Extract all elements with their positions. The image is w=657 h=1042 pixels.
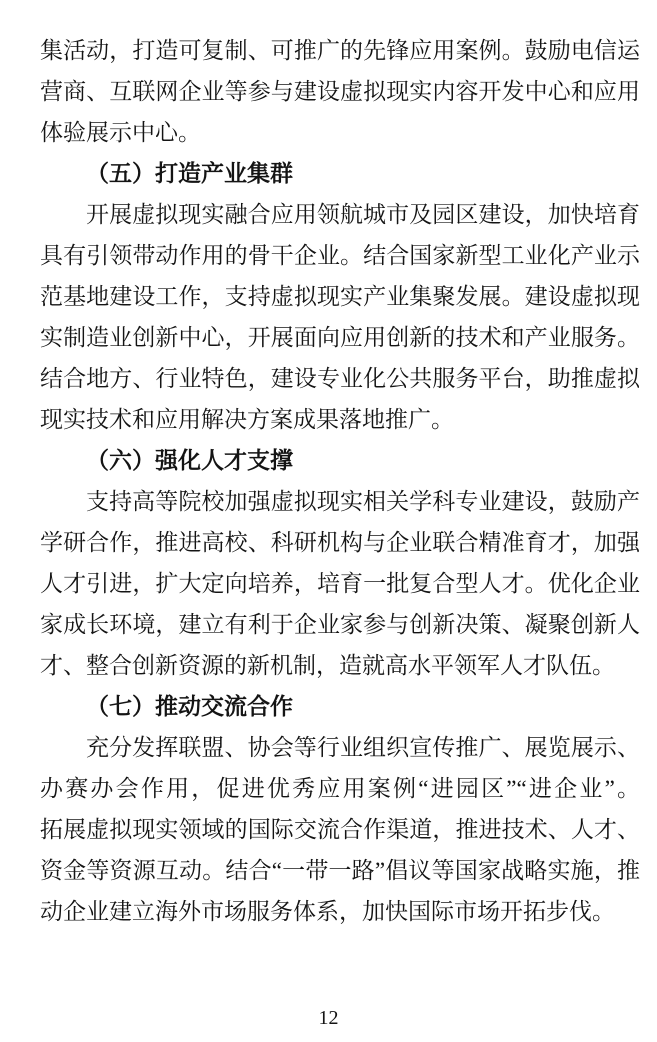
text-line: 动企业建立海外市场服务体系，加快国际市场开拓步伐。 [40,899,615,924]
text-line: 资金等资源互动。结合“一带一路”倡议等国家战略实施，推 [40,858,640,883]
section-heading-5: （五）打造产业集群 [86,161,293,186]
text-block [40,30,640,932]
text-line: 范基地建设工作，支持虚拟现实产业集聚发展。建设虚拟现 [40,284,640,309]
text-line: 充分发挥联盟、协会等行业组织宣传推广、展览展示、 [86,735,640,760]
text-line: 拓展虚拟现实领域的国际交流合作渠道，推进技术、人才、 [40,817,640,842]
text-line: 结合地方、行业特色，建设专业化公共服务平台，助推虚拟 [40,366,640,391]
text-line: 实制造业创新中心，开展面向应用创新的技术和产业服务。 [40,325,640,350]
text-line: 家成长环境，建立有利于企业家参与创新决策、凝聚创新人 [40,612,640,637]
text-line: 体验展示中心。 [40,120,201,145]
text-line: 开展虚拟现实融合应用领航城市及园区建设，加快培育 [86,202,640,227]
text-line: 营商、互联网企业等参与建设虚拟现实内容开发中心和应用 [40,79,640,104]
text-line: 支持高等院校加强虚拟现实相关学科专业建设，鼓励产 [86,489,640,514]
text-line: 才、整合创新资源的新机制，造就高水平领军人才队伍。 [40,653,615,678]
text-line: 人才引进，扩大定向培养，培育一批复合型人才。优化企业 [40,571,640,596]
section-heading-6: （六）强化人才支撑 [86,448,293,473]
text-line: 现实技术和应用解决方案成果落地推广。 [40,407,454,432]
text-line: 具有引领带动作用的骨干企业。结合国家新型工业化产业示 [40,243,640,268]
text-line: 办赛办会作用，促进优秀应用案例“进园区”“进企业”。 [40,776,640,801]
text-line: 学研合作，推进高校、科研机构与企业联合精准育才，加强 [40,530,640,555]
text-line: 集活动，打造可复制、可推广的先锋应用案例。鼓励电信运 [40,38,640,63]
page-number: 12 [318,1007,339,1029]
section-heading-7: （七）推动交流合作 [86,694,293,719]
